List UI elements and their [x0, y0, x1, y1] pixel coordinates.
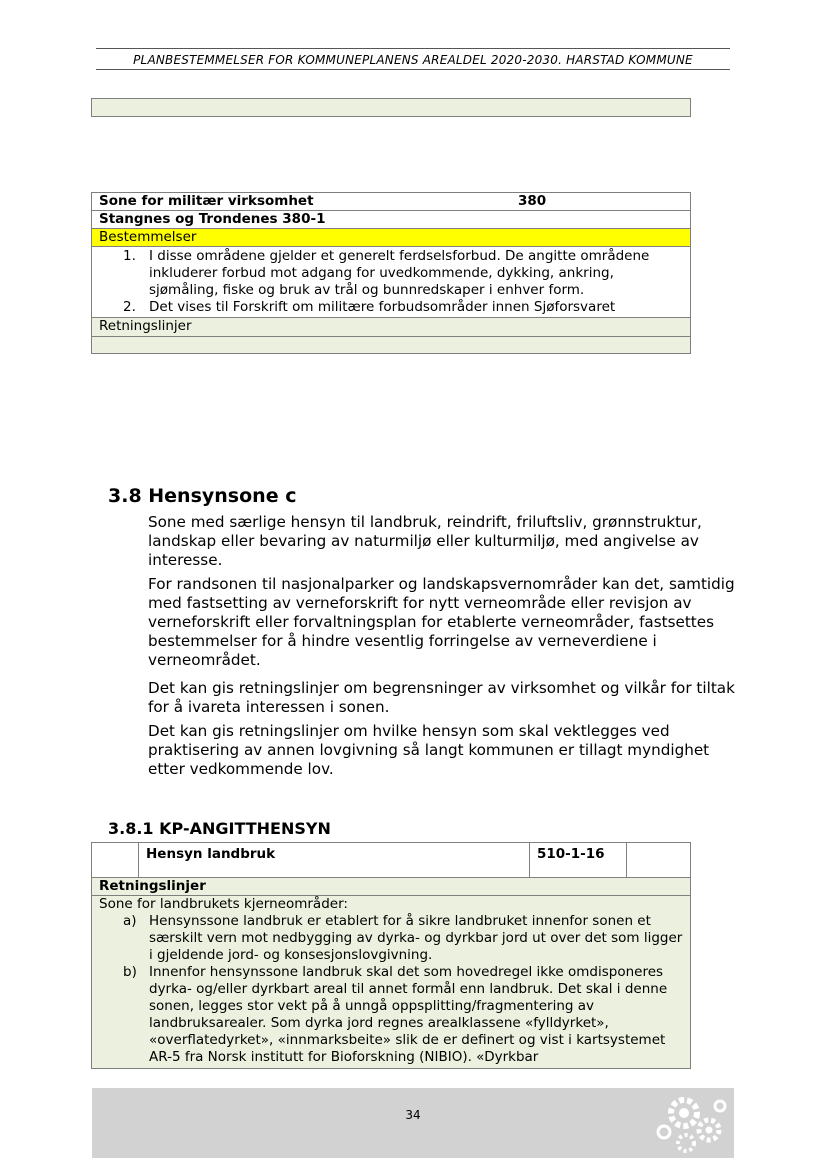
military-title-row [92, 193, 691, 211]
section-paragraph-2: For randsonen til nasjonalparker og landskapsvernområder kan det, samtidig med fastsetting av verneforskrift for nytt verneområde eller revisjon av verneforskrift eller forvaltningsplan for etablerte verneområder, fastsettes bestemmelser for å hindre vesentlig forringelse av verneverdiene i verneområdet. [148, 575, 735, 669]
page-footer [92, 1088, 734, 1158]
section-paragraph-4: Det kan gis retningslinjer om hvilke hensyn som skal vektlegges ved praktisering av annen lovgivning så langt kommunen er tillagt myndighet etter vedkommende lov. [148, 722, 710, 778]
landbruk-title: Hensyn landbruk [139, 843, 530, 878]
retningslinjer-empty-row [92, 337, 691, 354]
header-rule-top [96, 48, 730, 49]
bestemmelser-label: Bestemmelser [92, 229, 691, 247]
list-item: 1. I disse områdene gjelder et generelt ferdselsforbud. De angitte områdene inkluderer forbud mot adgang for uvedkommende, dykking, ankring, sjømåling, fiske og bruk av trål og bunnredskaper i enhver form. [123, 248, 650, 298]
section-paragraph-1: Sone med særlige hensyn til landbruk, reindrift, friluftsliv, grønnstruktur, landskap eller bevaring av naturmiljø eller kulturmiljø, med angivelse av interesse. [148, 513, 702, 569]
section-heading: 3.8 Hensynsone c [108, 485, 297, 507]
landbruk-table [91, 842, 691, 1069]
landbruk-code: 510-1-16 [530, 843, 627, 878]
running-header: PLANBESTEMMELSER FOR KOMMUNEPLANENS AREALDEL 2020-2030. HARSTAD KOMMUNE [133, 53, 693, 67]
retningslinjer-list [99, 913, 683, 1066]
military-zone-title: Sone for militær virksomhet [99, 193, 314, 209]
page-number: 34 [405, 1108, 421, 1122]
section-paragraph-3: Det kan gis retningslinjer om begrensninger av virksomhet og vilkår for tiltak for å ivareta interessen i sonen. [148, 679, 735, 716]
retningslinjer-label: Retningslinjer [92, 318, 691, 337]
bestemmelser-list [99, 248, 683, 316]
list-item: a) Hensynssone landbruk er etablert for å sikre landbruket innenfor sonen et særskilt vern mot nedbygging av dyrka- og dyrkbar jord ut over det som ligger i gjeldende jord- og konsesjonslovgivning. [123, 913, 683, 963]
military-zone-code: 380 [518, 193, 547, 209]
list-item: 2. Det vises til Forskrift om militære forbudsområder innen Sjøforsvaret [123, 299, 616, 315]
header-rule-bottom [96, 69, 730, 70]
landbruk-title-row [92, 843, 691, 878]
list-item: b) Innenfor hensynssone landbruk skal det som hovedregel ikke omdisponeres dyrka- og/eller dyrkbart areal til annet formål enn landbruk. Det skal i denne sonen, legges stor vekt på å unngå oppsplitting/fragmentering av landbruksarealer. Som dyrka jord regnes arealklassene «fylldyrket», «overflatedyrket», «innmarksbeite» slik de er definert og vist i kartsystemet AR-5 fra Norsk institutt for Bioforskning (NIBIO). «Dyrkbar [123, 964, 668, 1065]
gear-logo-icon [624, 1088, 728, 1158]
landbruk-intro: Sone for landbrukets kjerneområder: [99, 896, 348, 912]
military-zone-subtitle: Stangnes og Trondenes 380-1 [92, 211, 691, 229]
subsection-heading: 3.8.1 KP-ANGITTHENSYN [108, 819, 331, 838]
military-zone-table [91, 192, 691, 354]
landbruk-retningslinjer-label: Retningslinjer [92, 878, 691, 896]
previous-table-tail-row [91, 98, 691, 117]
